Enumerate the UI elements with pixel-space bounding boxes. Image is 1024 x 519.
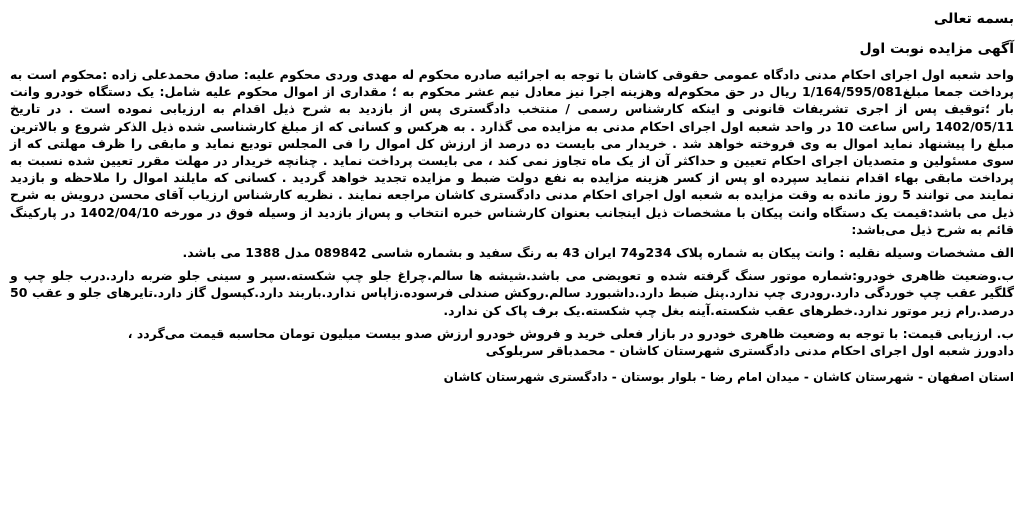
notice-title: آگهی مزایده نوبت اول [859, 41, 1014, 57]
address-footer: استان اصفهان - شهرستان کاشان - میدان امام رضا - بلوار بوستان - دادگستری شهرستان کاشان [443, 370, 1014, 385]
bismillah-heading: بسمه تعالی [933, 11, 1014, 27]
notice-intro-paragraph: واحد شعبه اول اجرای احکام مدنی دادگاه عمومی حقوقی کاشان با توجه به اجرائیه صادره محکوم له مهدی وردی محکوم علیه: صادق محمدعلی زاده :محکوم است به پرداخت جمعا مبلغ1/164/595/081 ریال در حق محکوم‌له وهزینه اجرا نیز معادل نیم عشر محکوم به ؛ مقداری از اموال محکوم علیه شامل: یک دستگاه خودرو وانت بار ؛توقیف پس از اجری تشریفات قانونی و اینکه کارشناس رسمی / منتخب دادگستری پس از بازدید به شرح ذیل اقدام به ارزیابی نموده است . در تاریخ 1402/05/11 راس ساعت 10 در واحد شعبه اول اجرای احکام مدنی به مزایده می گذارد . به هرکس و کسانی که از مبلغ کارشناسی شده ذیل الذکر شروع و بالاترین مبلغ را پیشنهاد نماید اموال به وی فروخته خواهد شد . خریدار می بایست ده درصد از ارزش کل اموال را فی المجلس تودیع نماید و مابقی را ظرف مهلتی که از سوی مسئولین و متصدیان اجرای احکام تعیین و حداکثر آن از یک ماه تجاوز نمی کند ، می بایست پرداخت نماید . چنانچه خریدار در مهلت مقرر تعیین شده نسبت به پرداخت مابقی بهاء اقدام ننماید سپرده او پس از کسر هزینه مزایده به نفع دولت ضبط و مزایده تجدید خواهد گردید . کسانی که مایلند اموال را ملاحظه و بازدید نمایند می توانند 5 روز مانده به وقت مزایده به شعبه اول اجرای احکام مدنی دادگستری کاشان مراجعه نمایند . نظریه کارشناس ارزیاب آقای محسن درویش به شرح ذیل می باشد:قیمت یک دستگاه وانت پیکان با مشخصات ذیل اینجانب بعنوان کارشناس خبره انتخاب و پس‌از بازدید از وسیله فوق در مورخه 1402/04/10 در پارکینگ قائم به شرح ذیل می‌باشد: [10, 67, 1015, 237]
signature-line: دادورز شعبه اول اجرای احکام مدنی دادگستری شهرستان کاشان - محمدباقر سربلوکی [485, 343, 1014, 359]
price-evaluation-paragraph: ب. ارزیابی قیمت: با توجه به وضعیت ظاهری خودرو در بازار فعلی خرید و فروش خودرو ارزش صدو بیست میلیون تومان محاسبه قیمت می‌گردد ، [127, 325, 1014, 341]
auction-notice [10, 6, 1014, 515]
vehicle-condition-paragraph: ب.وضعیت ظاهری خودرو:شماره موتور سنگ گرفته شده و تعویضی می باشد.شیشه ها سالم.چراغ جلو چپ شکسته.سپر و سینی جلو ضربه دارد.درب جلو چپ و گلگیر عقب چپ خوردگی دارد.رودری چپ ندارد.پنل ضبط دارد.داشبورد سالم.روکش صندلی فرسوده.زاپاس ندارد.باربند دارد.کپسول گاز دارد.تایرهای جلو و عقب 50 درصد.رام زیر موتور ندارد.خطرهای عقب شکسته.آینه بغل چپ شکسته.یک برف پاک کن ندارد. [10, 268, 1014, 318]
vehicle-specs-paragraph: الف مشخصات وسیله نقلیه : وانت پیکان به شماره پلاک 234و74 ایران 43 به رنگ سفید و بشماره شاسی 089842 مدل 1388 می باشد. [182, 245, 1014, 261]
